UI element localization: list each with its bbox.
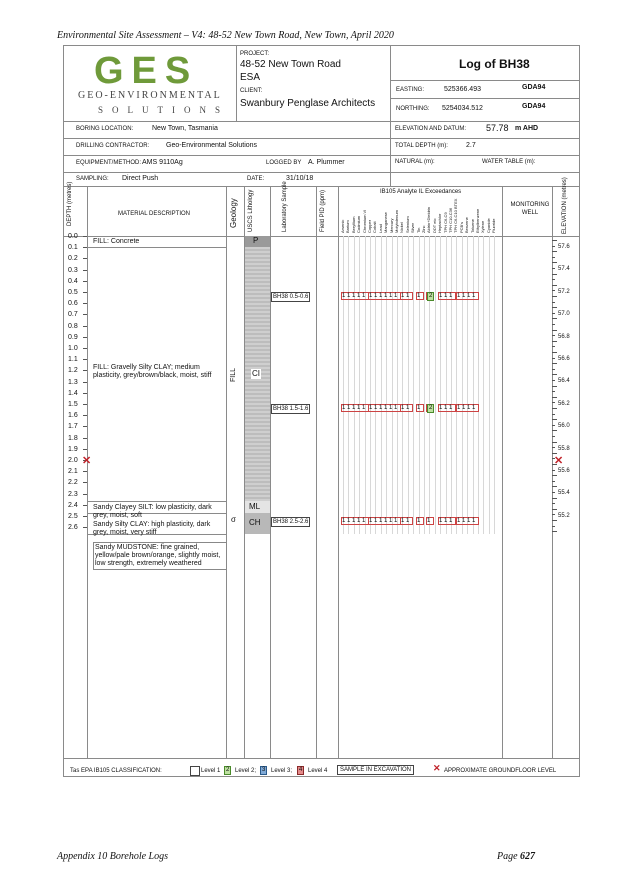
- exceedance-level: 1: [449, 405, 453, 411]
- pid-col-header: Field PID (ppm): [320, 189, 326, 232]
- exceedance-level: 1: [362, 293, 366, 299]
- ges-logo: GES: [94, 50, 199, 92]
- total-depth: 2.7: [466, 142, 476, 149]
- exceedance-level: 1: [457, 518, 461, 524]
- exceedance-level: 1: [374, 405, 378, 411]
- exceedance-level: 1: [369, 293, 373, 299]
- sampling: Direct Push: [122, 175, 159, 182]
- analyte-label: PCB's: [458, 222, 464, 233]
- boring-location-label: BORING LOCATION:: [76, 126, 134, 132]
- elevation-tick: 57.6: [558, 244, 570, 250]
- analyte-label: TPH C6-C10 BTEX: [453, 198, 459, 233]
- northing-label: NORTHING:: [396, 106, 430, 112]
- geology-residual-icon: σ: [231, 515, 236, 524]
- sampling-label: SAMPLING:: [76, 176, 109, 182]
- depth-tick: 0.3: [68, 266, 78, 274]
- easting-label: EASTING:: [396, 87, 425, 93]
- logo-line2: SOLUTIONS: [98, 105, 230, 115]
- exceedance-level: 1: [379, 293, 383, 299]
- exceedance-level: 1: [357, 518, 361, 524]
- exceedance-level: 1: [394, 405, 398, 411]
- exceedance-level: 1: [384, 518, 388, 524]
- exceedance-level: 1: [406, 405, 410, 411]
- layer-5-desc: Sandy MUDSTONE: fine grained, yellow/pale brown/orange, slightly moist, low strength, extremely weathered: [93, 542, 227, 570]
- exceed-col-header: IB105 Analyte IL Exceedances: [380, 189, 462, 195]
- elevation-tick: 57.0: [558, 311, 570, 318]
- groundfloor-marker-right: ✕: [554, 455, 564, 467]
- boring-location: New Town, Tasmania: [152, 125, 218, 132]
- depth-tick: 0.2: [68, 255, 78, 263]
- date-label: DATE:: [247, 176, 265, 182]
- depth-tick: 1.0: [68, 345, 78, 352]
- analyte-label: TPH C10-C36: [448, 207, 453, 233]
- exceedance-level: 1: [342, 293, 346, 299]
- exceedance-level: 1: [406, 518, 410, 524]
- well-col-header: MONITORING WELL: [510, 202, 550, 216]
- northing-datum: GDA94: [522, 103, 546, 110]
- water-table-label: WATER TABLE (m):: [482, 159, 536, 165]
- exceedance-level: 2: [429, 293, 433, 299]
- depth-tick: 1.4: [68, 389, 78, 397]
- exceedance-level: 1: [369, 518, 373, 524]
- analyte-label: Mercury: [388, 218, 394, 233]
- exceedance-level: 1: [374, 518, 378, 524]
- depth-tick: 1.5: [68, 401, 78, 408]
- groundfloor-marker-left: ✕: [82, 455, 92, 467]
- client-name: Swanbury Penglase Architects: [240, 98, 376, 109]
- layer-2-desc: FILL: Gravelly Silty CLAY; medium plasticity, grey/brown/black, moist, stiff: [93, 364, 212, 379]
- exceedance-level: 1: [352, 405, 356, 411]
- analyte-label: Fluoride: [491, 218, 497, 233]
- exceedance-level: 1: [449, 293, 453, 299]
- depth-tick: 1.8: [68, 434, 78, 442]
- exceedance-level: 1: [384, 293, 388, 299]
- exceedance-level: 1: [374, 293, 378, 299]
- client-label: CLIENT:: [240, 88, 263, 94]
- exceedance-level: 1: [462, 518, 466, 524]
- exceedance-level: 1: [472, 293, 476, 299]
- log-title: Log of BH38: [459, 57, 530, 71]
- elev-col-header: ELEVATION (metres): [562, 177, 568, 234]
- elevation-tick: 57.2: [558, 288, 570, 295]
- sample-3: BH38 2.5-2.6: [273, 519, 309, 525]
- uscs-p: P: [253, 236, 259, 245]
- exceedance-level: 1: [457, 405, 461, 411]
- analyte-label: Barium: [345, 220, 351, 233]
- exceedance-level: 1: [389, 405, 393, 411]
- analyte-label: Benzene: [464, 217, 470, 233]
- exceedance-level: 1: [389, 518, 393, 524]
- footer-page: Page 627: [497, 851, 536, 862]
- analyte-label: Arsenic: [340, 219, 345, 233]
- depth-tick: 0.7: [68, 311, 78, 319]
- layer-3-desc: Sandy Clayey SILT: low plasticity, dark grey, moist, soft: [93, 504, 212, 519]
- layer-4-desc: Sandy Silty CLAY: high plasticity, dark grey, moist, very stiff: [93, 521, 211, 536]
- exceedance-level: 1: [352, 518, 356, 524]
- elevation-tick: 55.4: [558, 490, 570, 497]
- analyte-label: TPH C6-C9: [442, 212, 448, 233]
- exceedance-level: 1: [394, 518, 398, 524]
- analyte-label: Selenium: [404, 216, 410, 233]
- footer-left: Appendix 10 Borehole Logs: [57, 851, 169, 862]
- driller: Geo-Environmental Solutions: [166, 142, 258, 149]
- depth-col-header: DEPTH (metres): [67, 181, 73, 226]
- depth-tick: 0.5: [68, 289, 78, 296]
- legend-l1: Level 1: [201, 768, 221, 774]
- legend-label: Tas EPA IB105 CLASSIFICATION:: [70, 768, 162, 774]
- exceedance-level: 1: [357, 405, 361, 411]
- elevation-tick: 56.0: [558, 423, 570, 430]
- exceedance-level: 1: [362, 518, 366, 524]
- logged-label: LOGGED BY: [266, 160, 302, 166]
- layer-1-desc: FILL: Concrete: [93, 238, 140, 245]
- analyte-label: Lead: [377, 224, 383, 233]
- exceedance-level: 1: [467, 405, 471, 411]
- depth-tick: 2.3: [68, 490, 78, 498]
- analyte-label: Heptachlor: [437, 213, 443, 233]
- exceedance-level: 1: [417, 518, 421, 524]
- depth-tick: 2.0: [68, 457, 78, 464]
- material-col-header: MATERIAL DESCRIPTION: [118, 211, 191, 217]
- project-name-2: ESA: [240, 72, 261, 83]
- driller-label: DRILLING CONTRACTOR:: [76, 143, 150, 149]
- exceedance-level: 1: [472, 405, 476, 411]
- analyte-label: Molybdenum: [394, 210, 399, 233]
- elevation-label: ELEVATION AND DATUM:: [395, 126, 467, 132]
- analyte-label: Nickel: [399, 222, 405, 233]
- exceedance-level: 1: [439, 518, 443, 524]
- exceedance-level: 1: [457, 293, 461, 299]
- analyte-label: Manganese: [383, 212, 389, 233]
- exceedance-level: 1: [467, 518, 471, 524]
- legend-excavation: SAMPLE IN EXCAVATION: [337, 765, 414, 775]
- exceedance-level: 1: [462, 405, 466, 411]
- exceedance-level: 1: [389, 293, 393, 299]
- analyte-label: Cyanide: [485, 218, 491, 233]
- depth-tick: 1.9: [68, 445, 78, 453]
- analyte-label: Chromium VI: [361, 209, 367, 233]
- depth-tick: 1.2: [68, 367, 78, 375]
- depth-tick: 0.4: [68, 277, 78, 285]
- depth-tick: 1.6: [68, 412, 78, 420]
- logo-line1: GEO-ENVIRONMENTAL: [78, 90, 222, 101]
- easting-datum: GDA94: [522, 84, 546, 91]
- exceedance-level: 1: [467, 293, 471, 299]
- exceedance-level: 1: [347, 293, 351, 299]
- depth-tick: 2.1: [68, 468, 78, 476]
- page-header: Environmental Site Assessment – V4: 48-52 New Town Road, New Town, April 2020: [57, 30, 394, 41]
- legend-l2-box: 2: [226, 767, 230, 773]
- analyte-label: Beryllium: [350, 216, 356, 233]
- analyte-label: Xylene: [480, 220, 486, 233]
- exceedance-level: 1: [444, 293, 448, 299]
- analyte-label: Aldrin+Dieldrin: [426, 206, 432, 233]
- exceedance-level: 1: [401, 293, 405, 299]
- legend-x-icon: ✕: [433, 763, 441, 773]
- equipment-label: EQUIPMENT/METHOD:: [76, 160, 142, 166]
- analyte-label: DDT etc: [431, 218, 437, 233]
- exceedance-level: 1: [462, 293, 466, 299]
- legend-l3: Level 3;: [271, 768, 293, 774]
- easting-value: 525366.493: [444, 86, 481, 93]
- elevation-tick: 56.4: [558, 378, 570, 385]
- exceedance-level: 1: [417, 405, 421, 411]
- exceedance-level: 1: [379, 518, 383, 524]
- uscs-col-header: USCS Lithology: [248, 189, 254, 232]
- borehole-log-sheet: [63, 45, 580, 777]
- elevation-tick: 56.6: [558, 356, 570, 362]
- analyte-label: Copper: [367, 219, 372, 233]
- elevation-tick: 56.2: [558, 400, 570, 407]
- legend-l2: Level 2;: [235, 768, 257, 774]
- exceedance-level: 2: [429, 405, 433, 411]
- depth-tick: 2.2: [68, 479, 78, 487]
- logged-by: A. Plummer: [308, 159, 345, 166]
- depth-tick: 2.4: [68, 501, 78, 509]
- analyte-label: Zinc: [421, 225, 426, 233]
- elevation-tick: 55.2: [558, 512, 570, 519]
- exceedance-level: 1: [417, 293, 421, 299]
- legend-groundfloor: APPROXIMATE GROUNDFLOOR LEVEL: [444, 768, 557, 774]
- exceedance-level: 1: [406, 293, 410, 299]
- analyte-label: Toluene: [469, 218, 475, 233]
- exceedance-level: 1: [401, 518, 405, 524]
- exceedance-level: 1: [347, 518, 351, 524]
- elevation-tick: 55.6: [558, 468, 570, 474]
- exceedance-level: 1: [439, 293, 443, 299]
- equipment: AMS 9110Ag: [142, 159, 183, 166]
- exceedance-level: 1: [357, 293, 361, 299]
- depth-tick: 0.0: [68, 233, 78, 240]
- analyte-label: Cobalt: [372, 221, 378, 233]
- geology-col-header: Geology: [229, 198, 238, 228]
- exceedance-level: 1: [439, 405, 443, 411]
- elevation-tick: 55.8: [558, 445, 570, 452]
- exceedance-level: 1: [352, 293, 356, 299]
- sample-2: BH38 1.5-1.6: [273, 406, 309, 412]
- depth-tick: 1.1: [68, 356, 78, 364]
- exceedance-level: 1: [379, 405, 383, 411]
- natural-label: NATURAL (m):: [395, 159, 435, 165]
- sample-1: BH38 0.5-0.6: [273, 294, 309, 300]
- uscs-ch: CH: [249, 518, 261, 527]
- exceedance-level: 1: [444, 405, 448, 411]
- depth-tick: 1.7: [68, 423, 78, 431]
- elevation-tick: 57.4: [558, 266, 570, 273]
- depth-tick: 2.6: [68, 524, 78, 532]
- total-depth-label: TOTAL DEPTH (m):: [395, 143, 448, 149]
- legend-l4: Level 4: [308, 768, 328, 774]
- depth-tick: 1.3: [68, 378, 78, 386]
- depth-tick: 2.5: [68, 513, 78, 520]
- uscs-ci: CI: [252, 369, 260, 378]
- depth-tick: 0.1: [68, 244, 78, 252]
- depth-tick: 0.6: [68, 300, 78, 308]
- elevation-unit: m AHD: [515, 125, 539, 132]
- analyte-label: Ethylbenzene: [475, 208, 480, 233]
- elevation-tick: 56.8: [558, 333, 570, 340]
- legend-l3-box: 3: [262, 767, 266, 773]
- exceedance-level: 1: [449, 518, 453, 524]
- exceedance-level: 1: [394, 293, 398, 299]
- depth-tick: 0.9: [68, 333, 78, 341]
- date: 31/10/18: [286, 175, 314, 182]
- lab-col-header: Laboratory Sample: [282, 181, 288, 232]
- project-name-1: 48-52 New Town Road: [240, 59, 341, 70]
- exceedance-level: 1: [362, 405, 366, 411]
- northing-value: 5254034.512: [442, 105, 483, 112]
- exceedance-level: 1: [444, 518, 448, 524]
- elevation-value: 57.78: [486, 123, 509, 133]
- exceedance-level: 1: [342, 518, 346, 524]
- exceedance-level: 1: [427, 518, 431, 524]
- exceedance-level: 1: [472, 518, 476, 524]
- exceedance-level: 1: [342, 405, 346, 411]
- depth-tick: 0.8: [68, 322, 78, 330]
- project-label: PROJECT:: [240, 51, 270, 57]
- uscs-ml: ML: [249, 502, 261, 511]
- exceedance-level: 1: [347, 405, 351, 411]
- analyte-label: Silver: [410, 222, 416, 233]
- analyte-label: Cadmium: [356, 215, 362, 233]
- exceedance-level: 1: [401, 405, 405, 411]
- legend-l4-box: 4: [299, 767, 303, 773]
- exceedance-level: 1: [369, 405, 373, 411]
- legend-l1-box: [190, 766, 200, 776]
- geology-fill: FILL: [230, 367, 237, 382]
- exceedance-level: 1: [384, 405, 388, 411]
- analyte-label: Tin: [415, 227, 421, 233]
